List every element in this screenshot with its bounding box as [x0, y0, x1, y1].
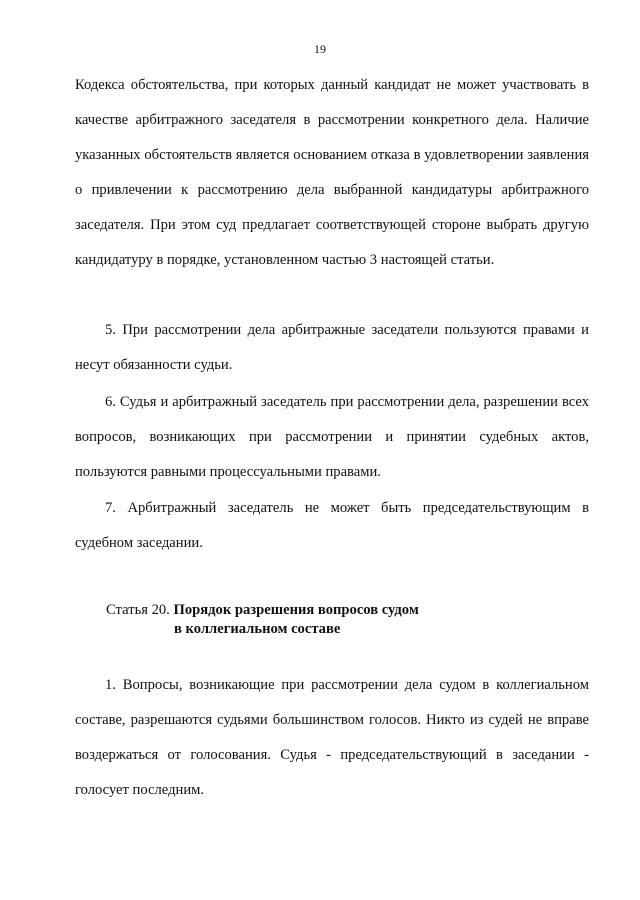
page-number: 19 — [314, 42, 326, 56]
article-label: Статья 20. — [106, 602, 170, 618]
article-title-line2: в коллегиальном составе — [174, 621, 341, 637]
paragraph-7: 7. Арбитражный заседатель не может быть председательствующим в судебном заседании. — [75, 500, 589, 551]
paragraph-5: 5. При рассмотрении дела арбитражные заседатели пользуются правами и несут обязанности судьи. — [75, 322, 589, 373]
article-heading — [106, 601, 419, 639]
article-20-paragraph-1: 1. Вопросы, возникающие при рассмотрении дела судом в коллегиальном составе, разрешаются судьями большинством голосов. Никто из судей не вправе воздержаться от голосования. Судья - председательствующий в заседании - голосует последним. — [75, 677, 589, 798]
article-title-line1: Порядок разрешения вопросов судом — [173, 602, 419, 618]
paragraph-continuation: Кодекса обстоятельства, при которых данный кандидат не может участвовать в качестве арбитражного заседателя в рассмотрении конкретного дела. Наличие указанных обстоятельств является основанием отказа в удовлетворении заявления о привлечении к рассмотрению дела выбранной кандидатуры арбитражного заседателя. При этом суд предлагает соответствующей стороне выбрать другую кандидатуру в порядке, установленном частью 3 настоящей статьи. — [75, 77, 589, 268]
paragraph-6: 6. Судья и арбитражный заседатель при рассмотрении дела, разрешении всех вопросов, возникающих при рассмотрении и принятии судебных актов, пользуются равными процессуальными правами. — [75, 394, 589, 480]
